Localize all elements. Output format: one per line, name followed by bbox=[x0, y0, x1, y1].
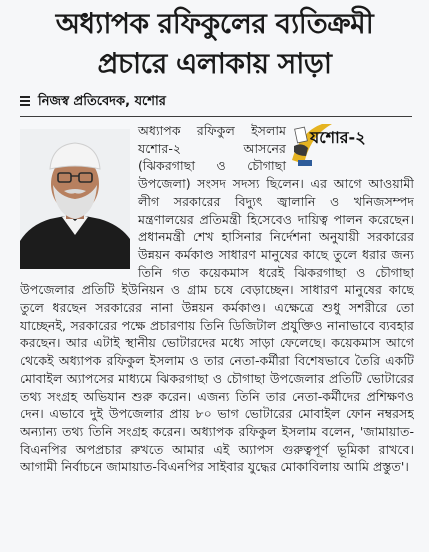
byline: নিজস্ব প্রতিবেদক, যশোর bbox=[38, 93, 166, 109]
portrait-photo bbox=[20, 129, 130, 269]
badge-label: যশোর-২ bbox=[310, 128, 366, 147]
article-text: অধ্যাপক রফিকুল ইসলাম যশোর-২ আসনের (ঝিকরগাছা ও চৌগাছা উপজেলা) সংসদ সদস্য ছিলেন। এর আগে আওয়ামী লীগ সরকারের বিদ্যুৎ জ্বালানি ও খনিজসম্পদ মন্ত্রণালয়ের প্রতিমন্ত্রী হিসেবেও দায়িত্ব পালন করেছেন। প্রধানমন্ত্রী শেখ হাসিনার নির্দেশনা অনুযায়ী সরকারের উন্নয়ন কর্মকাণ্ড সাধারণ মানুষের কাছে তুলে ধরার জন্য তিনি গত কয়েকমাস ধরেই ঝিকরগাছা ও চৌগাছা উপজেলার প্রতিটি ইউনিয়ন ও গ্রাম চষে বেড়াচ্ছেন। সাধারণ মানুষের কাছে তুলে ধরছেন সরকারের নানা উন্নয়ন কর্মকাণ্ড। এক্ষেত্রে শুধু সশরীরে তো যাচ্ছেনই, সরকারের পক্ষে প্রচারণায় তিনি ডিজিটাল প্রযুক্তিও নানাভাবে ব্যবহার করছেন। আর এটাই স্থানীয় ভোটারদের মধ্যে সাড়া ফেলেছে। কয়েকমাস আগে থেকেই অধ্যাপক রফিকুল ইসলাম ও তার নেতা-কর্মীরা বিশেষভাবে তৈরি একটি মোবাইল অ্যাপসের মাধ্যমে ঝিকরগাছা ও চৌগাছা উপজেলার প্রতিটি ভোটারের তথ্য সংগ্রহ অভিযান শুরু করেন। এজন্য তিনি তার নেতা-কর্মীদের প্রশিক্ষণও দেন। এভাবে দুই উপজেলার প্রায় ৮০ ভাগ ভোটারের মোবাইল ফোন নম্বরসহ অন্যান্য তথ্য তিনি সংগ্রহ করেন। অধ্যাপক রফিকুল ইসলাম বলেন, 'জামায়াত-বিএনপির অপপ্রচার রুখতে আমার এই অ্যাপস গুরুত্বপূর্ণ ভূমিকা রাখবে। আগামী নির্বাচনে জামায়াত-বিএনপির সাইবার যুদ্ধের মোকাবিলায় আমি প্রস্তুত'। bbox=[20, 123, 414, 475]
headline-line-1: অধ্যাপক রফিকুলের ব্যতিক্রমী bbox=[55, 7, 374, 40]
article-body bbox=[20, 122, 414, 546]
headline-line-2: প্রচারে এলাকায় সাড়া bbox=[97, 47, 332, 80]
constituency-badge bbox=[292, 122, 414, 168]
header-divider bbox=[20, 116, 412, 117]
byline-stripes-icon bbox=[20, 96, 30, 108]
byline-row bbox=[20, 93, 166, 111]
